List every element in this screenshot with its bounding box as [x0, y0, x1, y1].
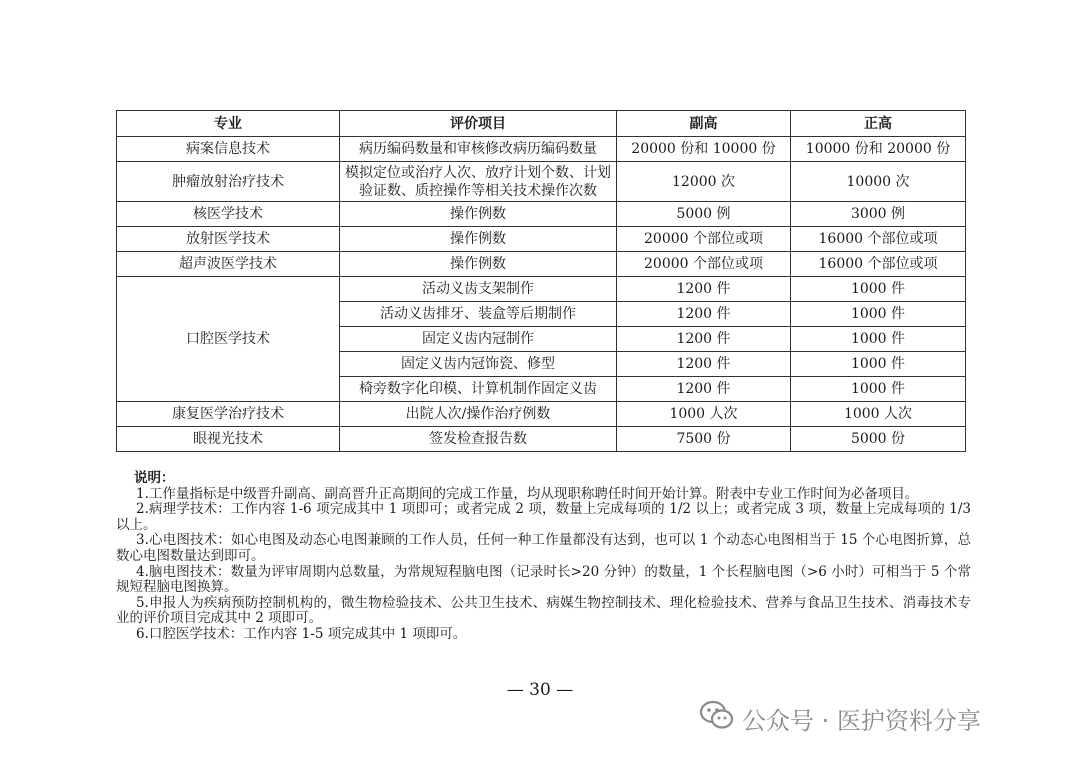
- cell-associate: 1200 件: [617, 277, 791, 302]
- note-item: 6.口腔医学技术：工作内容 1-5 项完成其中 1 项即可。: [136, 625, 467, 642]
- cell-senior: 1000 件: [791, 377, 966, 402]
- table-row: [117, 402, 966, 427]
- cell-senior: 5000 份: [791, 427, 966, 452]
- cell-senior: 1000 件: [791, 327, 966, 352]
- cell-associate: 1200 件: [617, 352, 791, 377]
- cell-associate: 1200 件: [617, 327, 791, 352]
- cell-associate: 20000 份和 10000 份: [617, 137, 791, 162]
- watermark-text: 公众号 · 医护资料分享: [742, 706, 981, 735]
- cell-item: 固定义齿内冠制作: [340, 327, 617, 352]
- cell-senior: 16000 个部位或项: [791, 252, 966, 277]
- cell-specialty: 口腔医学技术: [117, 277, 340, 402]
- cell-item: 操作例数: [340, 252, 617, 277]
- cell-specialty: 康复医学治疗技术: [117, 402, 340, 427]
- header-senior: 正高: [791, 111, 966, 137]
- cell-associate: 20000 个部位或项: [617, 252, 791, 277]
- wechat-icon: [700, 700, 742, 736]
- cell-associate: 5000 例: [617, 202, 791, 227]
- cell-senior: 1000 人次: [791, 402, 966, 427]
- table-row: [117, 202, 966, 227]
- table-row: [117, 252, 966, 277]
- cell-senior: 3000 例: [791, 202, 966, 227]
- cell-senior: 1000 件: [791, 302, 966, 327]
- cell-associate: 1200 件: [617, 377, 791, 402]
- cell-specialty: 放射医学技术: [117, 227, 340, 252]
- cell-item: 模拟定位或治疗人次、放疗计划个数、计划验证数、质控操作等相关技术操作次数: [340, 162, 617, 202]
- cell-specialty: 肿瘤放射治疗技术: [117, 162, 340, 202]
- cell-senior: 1000 件: [791, 277, 966, 302]
- cell-specialty: 核医学技术: [117, 202, 340, 227]
- cell-item: 病历编码数量和审核修改病历编码数量: [340, 137, 617, 162]
- cell-specialty: 超声波医学技术: [117, 252, 340, 277]
- cell-item: 活动义齿排牙、装盒等后期制作: [340, 302, 617, 327]
- cell-item: 椅旁数字化印模、计算机制作固定义齿: [340, 377, 617, 402]
- header-associate-senior: 副高: [617, 111, 791, 137]
- cell-item: 固定义齿内冠饰瓷、修型: [340, 352, 617, 377]
- cell-associate: 12000 次: [617, 162, 791, 202]
- notes-title: 说明：: [134, 470, 175, 486]
- cell-item: 签发检查报告数: [340, 427, 617, 452]
- note-item: 4.脑电图技术：数量为评审周期内总数量，为常规短程脑电图（记录时长>20 分钟）的数量，1 个长程脑电图（>6 小时）可相当于 5 个常规短程脑电图换算。: [116, 563, 971, 596]
- table-header-row: [117, 111, 966, 137]
- note-item: 2.病理学技术：工作内容 1-6 项完成其中 1 项即可；或者完成 2 项，数量上完成每项的 1/2 以上；或者完成 3 项，数量上完成每项的 1/3 以上。: [116, 501, 971, 533]
- cell-specialty: 眼视光技术: [117, 427, 340, 452]
- page-number: — 30 —: [506, 680, 574, 700]
- cell-item: 活动义齿支架制作: [340, 277, 617, 302]
- notes-section: [116, 471, 971, 643]
- cell-specialty: 病案信息技术: [117, 137, 340, 162]
- cell-associate: 1200 件: [617, 302, 791, 327]
- cell-item: 操作例数: [340, 227, 617, 252]
- note-item: 5.申报人为疾病预防控制机构的，微生物检验技术、公共卫生技术、病媒生物控制技术、理化检验技术、营养与食品卫生技术、消毒技术专业的评价项目完成其中 2 项即可。: [116, 594, 971, 627]
- cell-item: 操作例数: [340, 202, 617, 227]
- cell-senior: 1000 件: [791, 352, 966, 377]
- note-item: 1.工作量指标是中级晋升副高、副高晋升正高期间的完成工作量，均从现职称聘任时间开始计算。附表中专业工作时间为必备项目。: [136, 485, 919, 502]
- table-row: [117, 277, 966, 302]
- header-specialty: 专业: [117, 111, 340, 137]
- header-evaluation-item: 评价项目: [340, 111, 617, 137]
- cell-item: 出院人次/操作治疗例数: [340, 402, 617, 427]
- cell-senior: 16000 个部位或项: [791, 227, 966, 252]
- cell-associate: 20000 个部位或项: [617, 227, 791, 252]
- cell-associate: 7500 份: [617, 427, 791, 452]
- table-row: [117, 137, 966, 162]
- table-row: [117, 227, 966, 252]
- cell-associate: 1000 人次: [617, 402, 791, 427]
- table-row: [117, 162, 966, 202]
- workload-table: [116, 110, 966, 452]
- watermark: [700, 698, 981, 738]
- note-item: 3.心电图技术：如心电图及动态心电图兼顾的工作人员，任何一种工作量都没有达到，也可以 1 个动态心电图相当于 15 个心电图折算，总数心电图数量达到即可。: [116, 532, 971, 564]
- table-row: [117, 427, 966, 452]
- cell-senior: 10000 份和 20000 份: [791, 137, 966, 162]
- cell-senior: 10000 次: [791, 162, 966, 202]
